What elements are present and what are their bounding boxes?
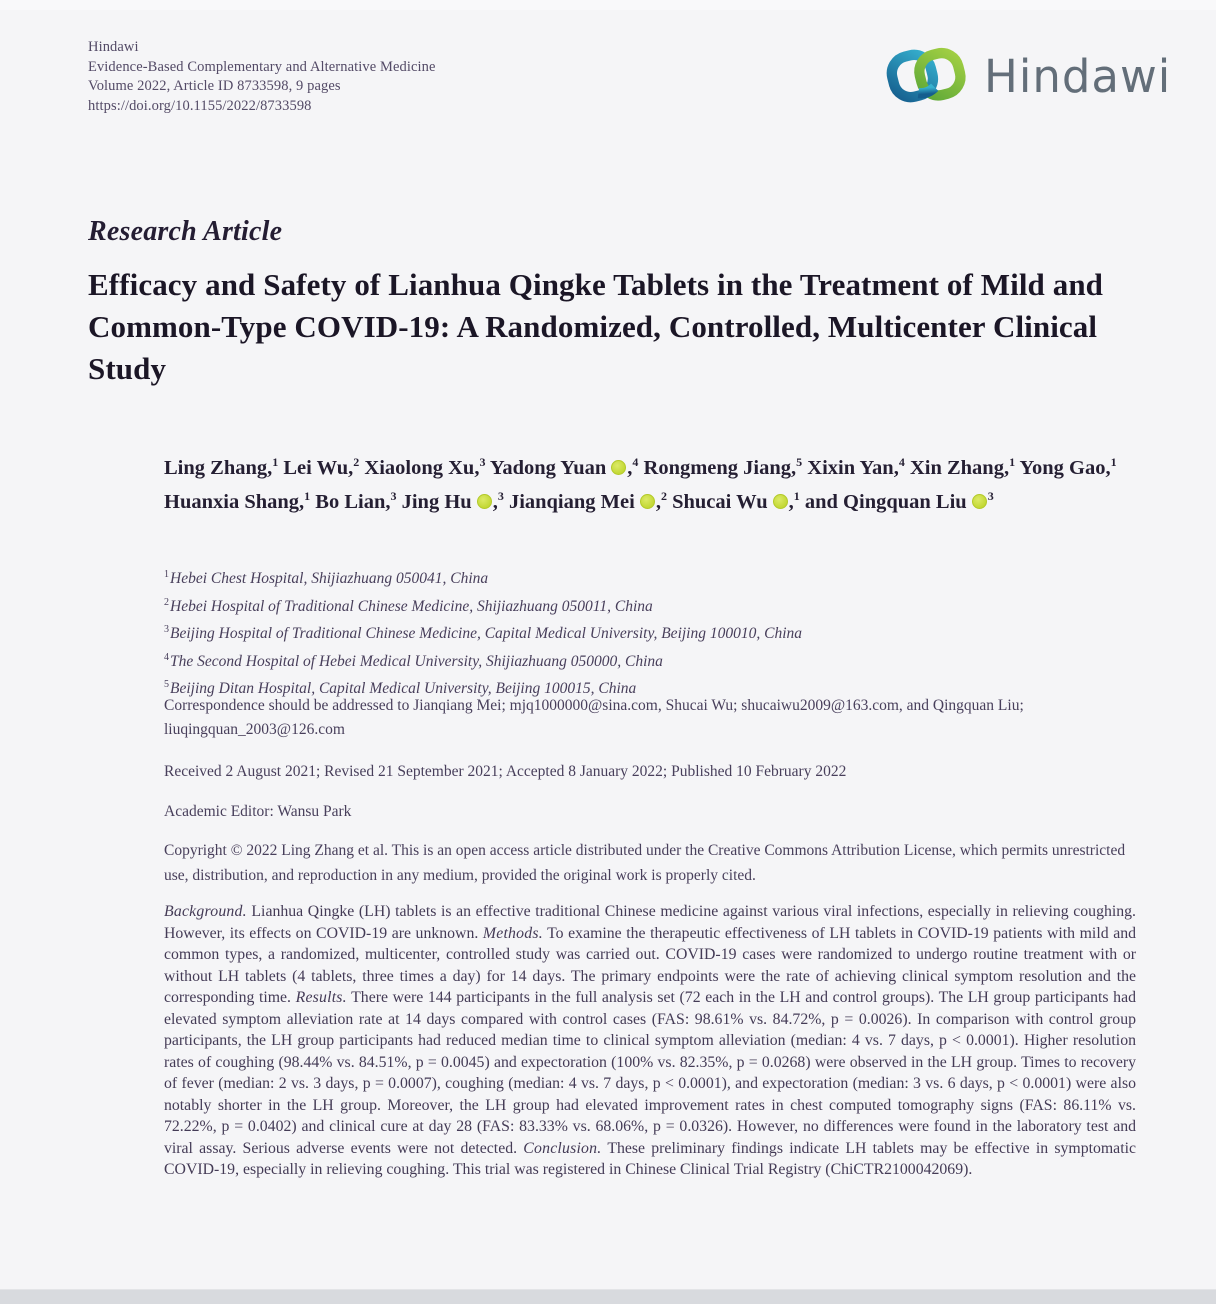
- doi-link: https://doi.org/10.1155/2022/8733598: [88, 97, 312, 114]
- volume-line: Volume 2022, Article ID 8733598, 9 pages: [88, 78, 341, 94]
- affiliation-list: [164, 563, 1139, 701]
- affiliation-line: $^4$The Second Hospital of Hebei Medical University, Shijiazhuang 050000, China: [164, 651, 663, 670]
- orcid-icon: [611, 460, 626, 475]
- hindawi-logo: [884, 38, 1171, 114]
- publisher-name: Hindawi: [88, 39, 139, 55]
- affiliation-line: $^3$Beijing Hospital of Traditional Chinese Medicine, Capital Medical University, Beijing 100010, China: [164, 624, 803, 643]
- orcid-icon: [773, 494, 788, 509]
- author-list: Ling Zhang,$^1$ Lei Wu,$^2$ Xiaolong Xu,$^3$ Yadong Yuan ,$^4$ Rongmeng Jiang,$^5$ Xixin Yan,$^4$ Xin Zhang,$^1$ Yong Gao,$^1$ Huanxia Shang,$^1$ Bo Lian,$^3$ Jing Hu ,$^3$ Jianqiang Mei ,$^2$ Shucai Wu ,$^1$ and Qingquan Liu $^3$: [164, 455, 1117, 513]
- orcid-icon: [640, 494, 655, 509]
- article-history: Received 2 August 2021; Revised 21 September 2021; Accepted 8 January 2022; Published 10 February 2022: [164, 763, 847, 780]
- affiliation-line: $^5$Beijing Ditan Hospital, Capital Medical University, Beijing 100015, China: [164, 679, 637, 698]
- affiliation-line: $^2$Hebei Hospital of Traditional Chinese Medicine, Shijiazhuang 050011, China: [164, 596, 653, 615]
- correspondence-note: Correspondence should be addressed to Jianqiang Mei; mjq1000000@sina.com, Shucai Wu; shucaiwu2009@163.com, and Qingquan Liu; liuqingquan_2003@126.com: [164, 697, 1024, 738]
- article-title: Efficacy and Safety of Lianhua Qingke Tablets in the Treatment of Mild and Common-Type COVID-19: A Randomized, Controlled, Multicenter Clinical Study: [88, 267, 1104, 386]
- journal-header: [88, 38, 436, 116]
- hindawi-wordmark: Hindawi: [984, 49, 1172, 103]
- orcid-icon: [972, 494, 987, 509]
- hindawi-logo-icon: [884, 38, 970, 114]
- copyright-notice: Copyright © 2022 Ling Zhang et al. This is an open access article distributed under the Creative Commons Attribution License, which permits unrestricted use, distribution, and reproduction in any medium, provided the original work is properly cited.: [164, 842, 1126, 884]
- article-type-label: Research Article: [88, 216, 283, 247]
- abstract-text: Background. Lianhua Qingke (LH) tablets is an effective traditional Chinese medicine against various viral infections, especially in relieving coughing. However, its effects on COVID-19 are unknown. Methods. To examine the therapeutic effectiveness of LH tablets in COVID-19 patients with mild and common types, a randomized, multicenter, controlled study was carried out. COVID-19 cases were randomized to undergo routine treatment with or without LH tablets (4 tablets, three times a day) for 14 days. The primary endpoints were the rate of achieving clinical symptom resolution and the corresponding time. Results. There were 144 participants in the full analysis set (72 each in the LH and control groups). The LH group participants had elevated symptom alleviation rate at 14 days compared with control cases (FAS: 98.61% vs. 84.72%, p = 0.0026). In comparison with control group participants, the LH group participants had reduced median time to clinical symptom alleviation (median: 4 vs. 7 days, p < 0.0001). Higher resolution rates of coughing (98.44% vs. 84.51%, p = 0.0045) and expectoration (100% vs. 82.35%, p = 0.0268) were observed in the LH group. Times to recovery of fever (median: 2 vs. 3 days, p = 0.0007), coughing (median: 4 vs. 7 days, p < 0.0001), and expectoration (median: 3 vs. 6 days, p < 0.0001) were also notably shorter in the LH group. Moreover, the LH group had elevated improvement rates in chest computed tomography signs (FAS: 86.11% vs. 72.22%, p = 0.0402) and clinical cure at day 28 (FAS: 83.33% vs. 68.06%, p = 0.0326). However, no differences were found in the laboratory test and viral assay. Serious adverse events were not detected. Conclusion. These preliminary findings indicate LH tablets may be effective in symptomatic COVID-19, especially in relieving coughing. This trial was registered in Chinese Clinical Trial Registry (ChiCTR2100042069).: [164, 903, 1136, 1178]
- affiliation-line: $^1$Hebei Chest Hospital, Shijiazhuang 050041, China: [164, 569, 489, 588]
- orcid-icon: [477, 494, 492, 509]
- academic-editor: Academic Editor: Wansu Park: [164, 803, 352, 820]
- journal-name: Evidence-Based Complementary and Alternative Medicine: [88, 58, 436, 75]
